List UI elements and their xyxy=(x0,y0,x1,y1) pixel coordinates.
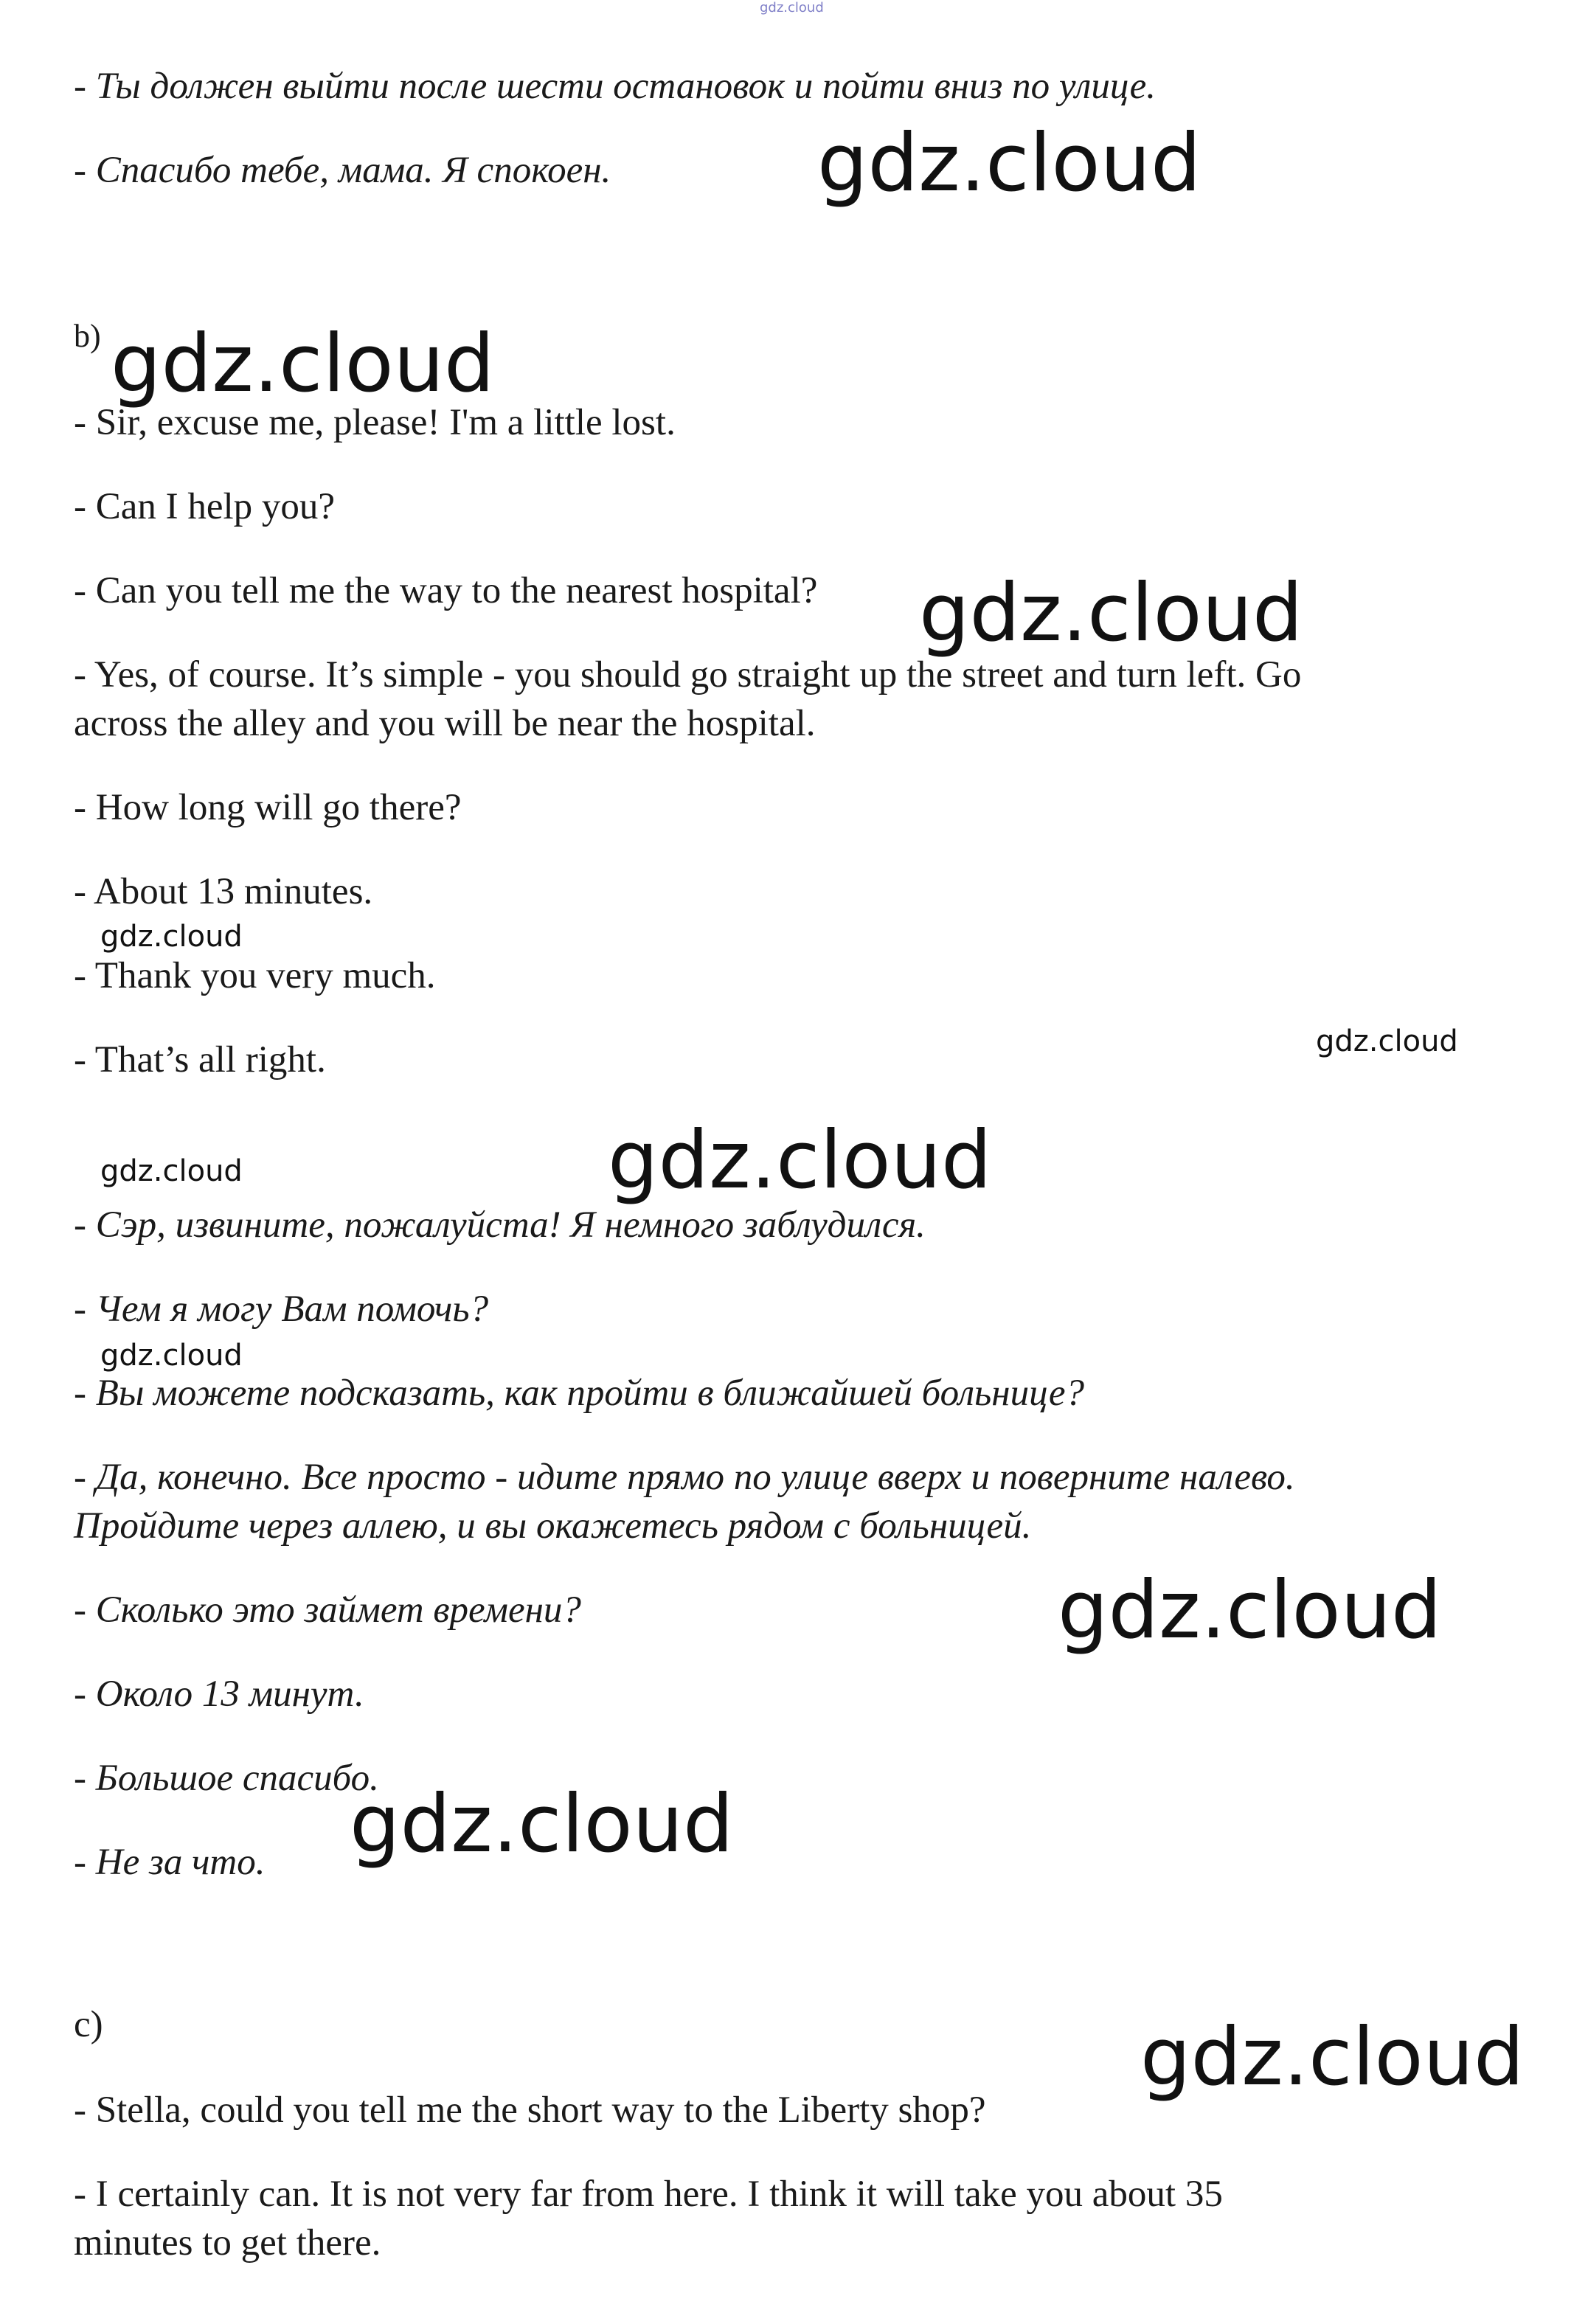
watermark: gdz.cloud xyxy=(1058,1564,1442,1657)
text-line-ru: Пройдите через аллею, и вы окажетесь рядом с больницей. xyxy=(74,1505,1032,1547)
text-line-ru: - Да, конечно. Все просто - идите прямо по улице вверх и поверните налево. xyxy=(74,1457,1295,1498)
text-line-en: minutes to get there. xyxy=(74,2222,381,2264)
text-line-en: - Can you tell me the way to the nearest hospital? xyxy=(74,570,818,611)
watermark: gdz.cloud xyxy=(1316,1024,1458,1058)
section-label-c: c) xyxy=(74,2004,103,2045)
section-label-b: b) xyxy=(74,318,101,354)
watermark: gdz.cloud xyxy=(100,1339,243,1373)
text-line-en: - Sir, excuse me, please! I'm a little lost. xyxy=(74,402,676,443)
watermark: gdz.cloud xyxy=(919,567,1303,659)
text-line-en: across the alley and you will be near the hospital. xyxy=(74,703,816,744)
watermark: gdz.cloud xyxy=(111,318,495,410)
text-line-ru: - Сэр, извините, пожалуйста! Я немного заблудился. xyxy=(74,1204,926,1246)
watermark-top: gdz.cloud xyxy=(760,0,824,15)
text-line-en: - Thank you very much. xyxy=(74,955,436,996)
text-line-ru: - Вы можете подсказать, как пройти в ближайшей больнице? xyxy=(74,1373,1084,1414)
watermark: gdz.cloud xyxy=(817,117,1202,209)
text-line-ru: - Спасибо тебе, мама. Я спокоен. xyxy=(74,150,611,191)
text-line-ru: - Не за что. xyxy=(74,1842,266,1883)
text-line-en: - How long will go there? xyxy=(74,787,462,828)
text-line-ru: - Большое спасибо. xyxy=(74,1758,379,1799)
text-line-ru: - Ты должен выйти после шести остановок и пойти вниз по улице. xyxy=(74,66,1157,107)
text-line-ru: - Чем я могу Вам помочь? xyxy=(74,1288,489,1330)
text-line-en: - That’s all right. xyxy=(74,1039,326,1081)
text-line-en: - About 13 minutes. xyxy=(74,871,373,912)
text-line-en: - Yes, of course. It’s simple - you should go straight up the street and turn left. Go xyxy=(74,654,1302,696)
watermark: gdz.cloud xyxy=(608,1114,992,1207)
watermark: gdz.cloud xyxy=(100,920,243,954)
watermark: gdz.cloud xyxy=(1140,2011,1525,2103)
text-line-ru: - Около 13 минут. xyxy=(74,1673,364,1715)
text-line-en: - Stella, could you tell me the short way to the Liberty shop? xyxy=(74,2089,986,2131)
text-line-ru: - Сколько это займет времени? xyxy=(74,1589,581,1631)
text-line-en: - Can I help you? xyxy=(74,486,336,527)
watermark: gdz.cloud xyxy=(100,1154,243,1188)
text-line-en: - I certainly can. It is not very far from here. I think it will take you about 35 xyxy=(74,2174,1223,2215)
watermark: gdz.cloud xyxy=(350,1778,734,1870)
